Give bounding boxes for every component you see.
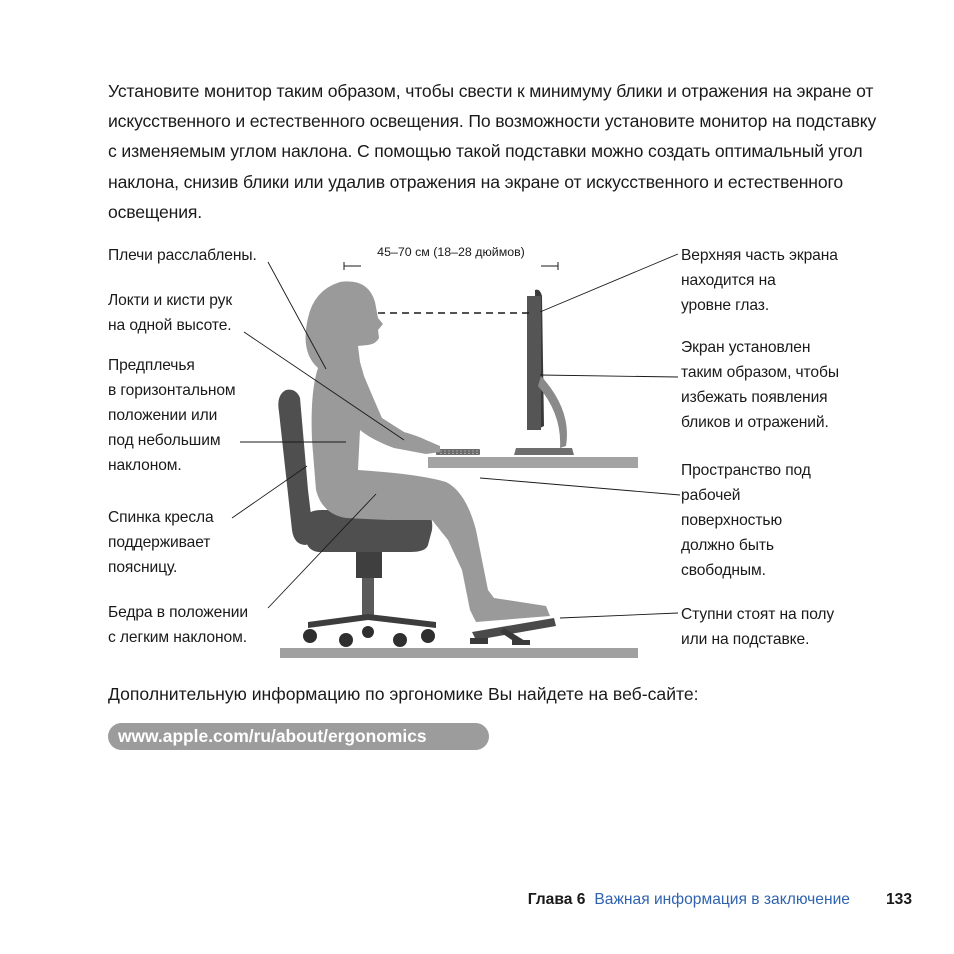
label-line: свободным. <box>681 562 766 579</box>
label-line: поддерживает <box>108 534 211 551</box>
label-line: Бедра в положении <box>108 604 248 621</box>
page-number: 133 <box>885 891 912 908</box>
label-forearms <box>108 353 236 478</box>
label-line: рабочей <box>681 487 741 504</box>
label-line: таким образом, чтобы <box>681 364 839 381</box>
label-line: находится на <box>681 272 776 289</box>
floor <box>280 648 638 658</box>
label-line: наклоном. <box>108 457 182 474</box>
label-line: избежать появления <box>681 389 828 406</box>
label-line: поясницу. <box>108 559 178 576</box>
desk <box>428 457 638 468</box>
label-line: Экран установлен <box>681 339 811 356</box>
person-silhouette <box>306 281 550 622</box>
label-line: Пространство под <box>681 462 811 479</box>
more-info-text: Дополнительную информацию по эргономике Вы найдете на веб-сайте: <box>108 684 699 704</box>
label-line: Ступни стоят на полу <box>681 606 835 623</box>
label-line: бликов и отражений. <box>681 414 829 431</box>
label-line: должно быть <box>681 537 774 554</box>
label-thighs <box>108 600 248 650</box>
ergonomics-url-link[interactable]: www.apple.com/ru/about/ergonomics <box>108 723 489 750</box>
footer-section-link[interactable]: Важная информация в заключение <box>594 891 850 908</box>
distance-label: 45–70 см (18–28 дюймов) <box>377 245 525 259</box>
page-footer <box>528 889 912 911</box>
monitor <box>514 290 574 455</box>
label-line: уровне глаз. <box>681 297 770 314</box>
label-line: Локти и кисти рук <box>108 292 233 309</box>
keyboard <box>436 449 480 455</box>
label-line: с легким наклоном. <box>108 629 247 646</box>
label-feet <box>681 602 834 652</box>
footrest <box>470 618 556 645</box>
label-line: в горизонтальном <box>108 382 236 399</box>
label-screen-top <box>681 243 838 318</box>
label-line: поверхностью <box>681 512 783 529</box>
label-line: Предплечья <box>108 357 195 374</box>
footer-chapter: Глава 6 <box>527 891 586 908</box>
intro-paragraph: Установите монитор таким образом, чтобы свести к минимуму блики и отражения на экране от искусственного и естественного освещения. По возможности установите монитор на подставку с изменяемым углом наклона. С помощью такой подставки можно создать оптимальный угол наклона, снизив блики или удалив отражения на экране от искусственного и естественного освещения. <box>108 81 877 222</box>
label-elbows <box>108 288 232 338</box>
label-backrest <box>108 505 214 580</box>
label-line: под небольшим <box>108 432 221 449</box>
label-line: или на подставке. <box>681 631 810 648</box>
label-line: положении или <box>108 407 218 424</box>
distance-bracket <box>344 262 558 270</box>
label-line: на одной высоте. <box>108 317 232 334</box>
label-line: Спинка кресла <box>108 509 214 526</box>
label-line: Верхняя часть экрана <box>681 247 838 264</box>
label-shoulders <box>108 243 257 268</box>
label-shoulders-text: Плечи расслаблены. <box>108 247 257 264</box>
label-screen-angle <box>681 335 839 435</box>
label-under-desk <box>681 458 811 583</box>
